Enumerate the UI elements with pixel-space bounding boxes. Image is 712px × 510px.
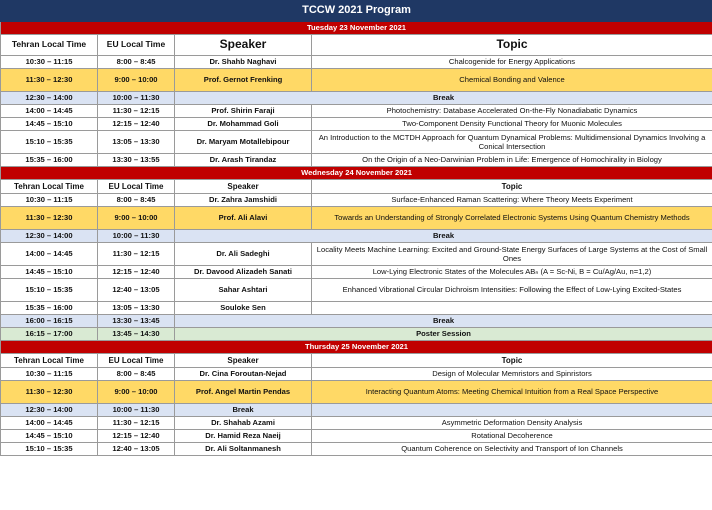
- eu-time: 11:30 – 12:15: [98, 243, 175, 266]
- eu-time: 10:00 – 11:30: [98, 404, 175, 417]
- schedule-row: [1, 266, 712, 279]
- speaker-name: Dr. Hamid Reza Naeij: [175, 430, 312, 443]
- day-header-row: [1, 341, 712, 354]
- header-topic: Topic: [312, 35, 712, 56]
- header-topic: Topic: [312, 354, 712, 368]
- eu-time: 9:00 – 10:00: [98, 381, 175, 404]
- speaker-name: Dr. Zahra Jamshidi: [175, 194, 312, 207]
- schedule-row: [1, 56, 712, 69]
- header-tehran-time: Tehran Local Time: [1, 354, 98, 368]
- tehran-time: 15:35 – 16:00: [1, 154, 98, 167]
- schedule-row: [1, 69, 712, 92]
- eu-time: 11:30 – 12:15: [98, 417, 175, 430]
- day-label: Thursday 25 November 2021: [1, 341, 712, 354]
- speaker-name: Dr. Cina Foroutan-Nejad: [175, 368, 312, 381]
- schedule-row: [1, 302, 712, 315]
- tehran-time: 12:30 – 14:00: [1, 230, 98, 243]
- tehran-time: 16:00 – 16:15: [1, 315, 98, 328]
- talk-topic: Chalcogenide for Energy Applications: [312, 56, 712, 69]
- talk-topic: Low-Lying Electronic States of the Molecules ABₙ (A = Sc-Ni, B = Cu/Ag/Au, n=1,2): [312, 266, 712, 279]
- talk-topic: On the Origin of a Neo-Darwinian Problem in Life: Emergence of Homochirality in Biology: [312, 154, 712, 167]
- day-label: Tuesday 23 November 2021: [1, 22, 712, 35]
- program-title: TCCW 2021 Program: [1, 1, 712, 22]
- speaker-name: Break: [175, 404, 312, 417]
- speaker-name: Dr. Ali Sadeghi: [175, 243, 312, 266]
- speaker-name: Dr. Maryam Motallebipour: [175, 131, 312, 154]
- schedule-row: [1, 105, 712, 118]
- eu-time: 9:00 – 10:00: [98, 69, 175, 92]
- speaker-name: Souloke Sen: [175, 302, 312, 315]
- eu-time: 12:15 – 12:40: [98, 430, 175, 443]
- talk-topic: Design of Molecular Memristors and Spinristors: [312, 368, 712, 381]
- eu-time: 10:00 – 11:30: [98, 92, 175, 105]
- talk-topic: Two-Component Density Functional Theory for Muonic Molecules: [312, 118, 712, 131]
- tehran-time: 15:35 – 16:00: [1, 302, 98, 315]
- talk-topic: Chemical Bonding and Valence: [312, 69, 712, 92]
- eu-time: 12:15 – 12:40: [98, 266, 175, 279]
- session-label: Break: [175, 92, 712, 105]
- tehran-time: 14:00 – 14:45: [1, 243, 98, 266]
- header-eu-time: EU Local Time: [98, 35, 175, 56]
- header-tehran-time: Tehran Local Time: [1, 35, 98, 56]
- header-speaker: Speaker: [175, 180, 312, 194]
- tehran-time: 11:30 – 12:30: [1, 69, 98, 92]
- speaker-name: Dr. Shahb Naghavi: [175, 56, 312, 69]
- eu-time: 13:30 – 13:45: [98, 315, 175, 328]
- schedule-row: [1, 207, 712, 230]
- talk-topic: Quantum Coherence on Selectivity and Transport of Ion Channels: [312, 443, 712, 456]
- talk-topic: Rotational Decoherence: [312, 430, 712, 443]
- tehran-time: 15:10 – 15:35: [1, 443, 98, 456]
- schedule-row: [1, 154, 712, 167]
- schedule-row: [1, 328, 712, 341]
- column-header-row: [1, 35, 712, 56]
- speaker-name: Sahar Ashtari: [175, 279, 312, 302]
- eu-time: 8:00 – 8:45: [98, 56, 175, 69]
- schedule-row: [1, 381, 712, 404]
- day-header-row: [1, 22, 712, 35]
- speaker-name: Prof. Ali Alavi: [175, 207, 312, 230]
- tehran-time: 11:30 – 12:30: [1, 207, 98, 230]
- tehran-time: 10:30 – 11:15: [1, 368, 98, 381]
- column-header-row: [1, 180, 712, 194]
- speaker-name: Dr. Mohammad Goli: [175, 118, 312, 131]
- day-label: Wednesday 24 November 2021: [1, 167, 712, 180]
- schedule-row: [1, 315, 712, 328]
- tehran-time: 16:15 – 17:00: [1, 328, 98, 341]
- eu-time: 13:45 – 14:30: [98, 328, 175, 341]
- header-eu-time: EU Local Time: [98, 354, 175, 368]
- session-label: Break: [175, 315, 712, 328]
- program-table-body: [1, 1, 712, 456]
- eu-time: 13:05 – 13:30: [98, 131, 175, 154]
- speaker-name: Prof. Angel Martin Pendas: [175, 381, 312, 404]
- day-header-row: [1, 167, 712, 180]
- talk-topic: Asymmetric Deformation Density Analysis: [312, 417, 712, 430]
- talk-topic: [312, 404, 712, 417]
- schedule-row: [1, 194, 712, 207]
- header-topic: Topic: [312, 180, 712, 194]
- schedule-row: [1, 230, 712, 243]
- tehran-time: 14:00 – 14:45: [1, 417, 98, 430]
- talk-topic: [312, 302, 712, 315]
- speaker-name: Dr. Davood Alizadeh Sanati: [175, 266, 312, 279]
- schedule-row: [1, 430, 712, 443]
- session-label: Poster Session: [175, 328, 712, 341]
- schedule-row: [1, 131, 712, 154]
- talk-topic: Locality Meets Machine Learning: Excited and Ground-State Energy Surfaces of Large Systems at the Cost of Small Ones: [312, 243, 712, 266]
- eu-time: 8:00 – 8:45: [98, 368, 175, 381]
- header-tehran-time: Tehran Local Time: [1, 180, 98, 194]
- column-header-row: [1, 354, 712, 368]
- eu-time: 13:05 – 13:30: [98, 302, 175, 315]
- schedule-row: [1, 279, 712, 302]
- schedule-row: [1, 368, 712, 381]
- tehran-time: 10:30 – 11:15: [1, 194, 98, 207]
- tehran-time: 15:10 – 15:35: [1, 131, 98, 154]
- schedule-row: [1, 417, 712, 430]
- talk-topic: An Introduction to the MCTDH Approach for Quantum Dynamical Problems: Multidimensional Dynamics Involving a Conical Intersection: [312, 131, 712, 154]
- tehran-time: 12:30 – 14:00: [1, 404, 98, 417]
- tehran-time: 10:30 – 11:15: [1, 56, 98, 69]
- eu-time: 8:00 – 8:45: [98, 194, 175, 207]
- tehran-time: 14:45 – 15:10: [1, 118, 98, 131]
- schedule-row: [1, 92, 712, 105]
- tehran-time: 14:00 – 14:45: [1, 105, 98, 118]
- tehran-time: 15:10 – 15:35: [1, 279, 98, 302]
- eu-time: 12:40 – 13:05: [98, 279, 175, 302]
- speaker-name: Dr. Ali Soltanmanesh: [175, 443, 312, 456]
- schedule-row: [1, 443, 712, 456]
- tehran-time: 14:45 – 15:10: [1, 430, 98, 443]
- eu-time: 12:40 – 13:05: [98, 443, 175, 456]
- talk-topic: Photochemistry: Database Accelerated On-the-Fly Nonadiabatic Dynamics: [312, 105, 712, 118]
- talk-topic: Surface-Enhanced Raman Scattering: Where Theory Meets Experiment: [312, 194, 712, 207]
- eu-time: 12:15 – 12:40: [98, 118, 175, 131]
- tehran-time: 14:45 – 15:10: [1, 266, 98, 279]
- header-speaker: Speaker: [175, 354, 312, 368]
- tehran-time: 12:30 – 14:00: [1, 92, 98, 105]
- talk-topic: Interacting Quantum Atoms: Meeting Chemical Intuition from a Real Space Perspective: [312, 381, 712, 404]
- schedule-row: [1, 243, 712, 266]
- talk-topic: Enhanced Vibrational Circular Dichroism Intensities: Following the Effect of Low-Lying Excited-States: [312, 279, 712, 302]
- schedule-row: [1, 404, 712, 417]
- speaker-name: Prof. Shirin Faraji: [175, 105, 312, 118]
- tehran-time: 11:30 – 12:30: [1, 381, 98, 404]
- talk-topic: Towards an Understanding of Strongly Correlated Electronic Systems Using Quantum Chemistry Methods: [312, 207, 712, 230]
- header-eu-time: EU Local Time: [98, 180, 175, 194]
- speaker-name: Prof. Gernot Frenking: [175, 69, 312, 92]
- eu-time: 13:30 – 13:55: [98, 154, 175, 167]
- eu-time: 9:00 – 10:00: [98, 207, 175, 230]
- schedule-row: [1, 118, 712, 131]
- speaker-name: Dr. Arash Tirandaz: [175, 154, 312, 167]
- speaker-name: Dr. Shahab Azami: [175, 417, 312, 430]
- session-label: Break: [175, 230, 712, 243]
- header-speaker: Speaker: [175, 35, 312, 56]
- eu-time: 11:30 – 12:15: [98, 105, 175, 118]
- eu-time: 10:00 – 11:30: [98, 230, 175, 243]
- title-row: [1, 1, 712, 22]
